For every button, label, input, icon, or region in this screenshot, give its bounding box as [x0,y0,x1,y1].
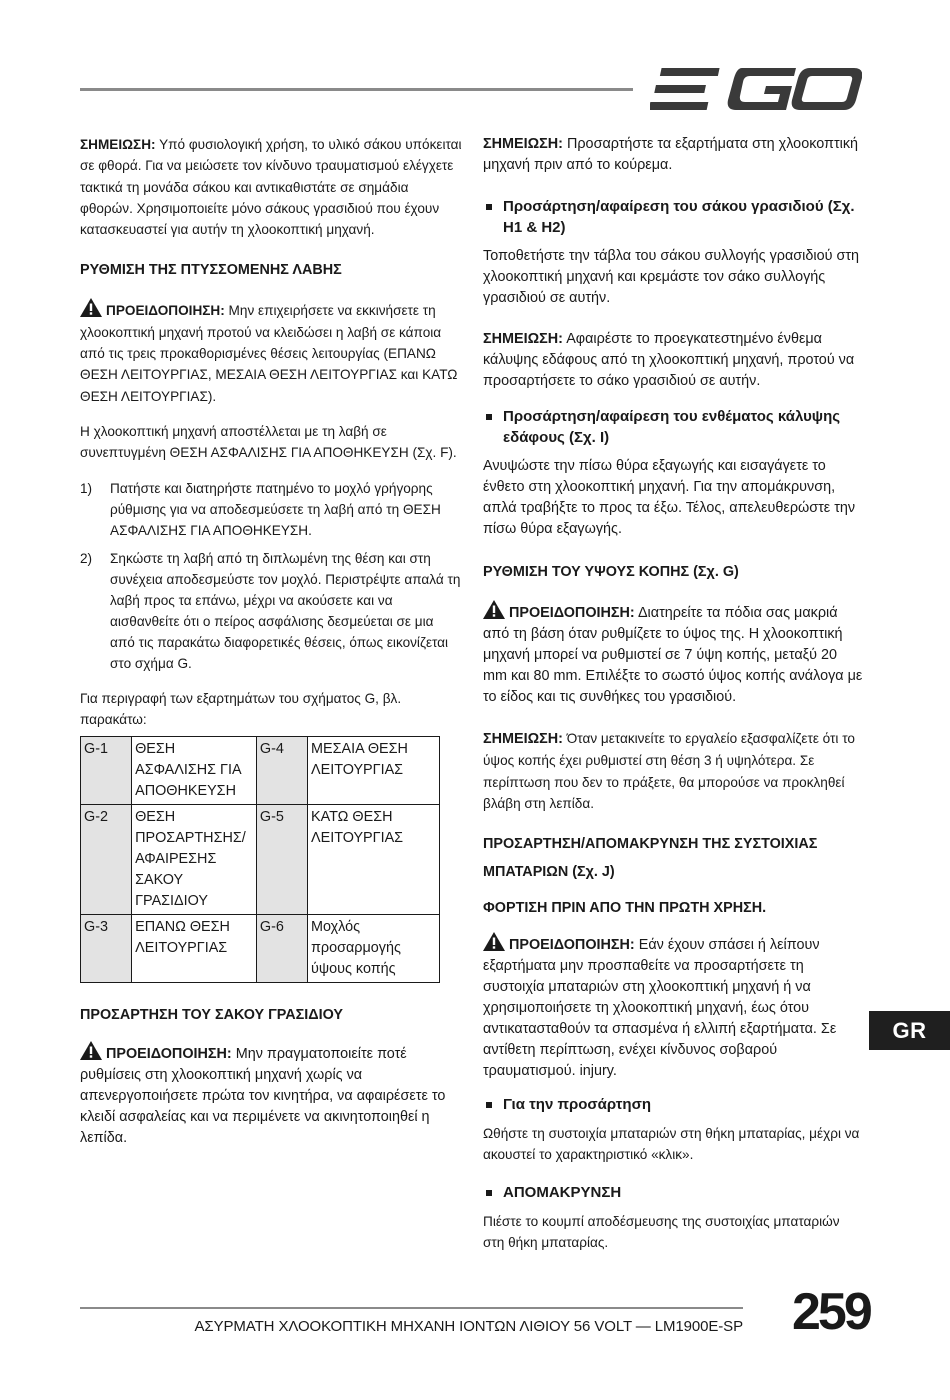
table-row [81,737,440,805]
right-column [483,134,863,1267]
remove-text: Πιέστε το κουμπί αποδέσμευσης της συστοιχίας μπαταριών στη θήκη μπαταρίας. [483,1213,840,1251]
note-label: ΣΗΜΕΙΩΣΗ: [483,136,563,152]
language-tab: GR [869,1011,950,1050]
heading-battery-pack: ΠΡΟΣΑΡΤΗΣΗ/ΑΠΟΜΑΚΡΥΝΣΗ ΤΗΣ ΣΥΣΤΟΙΧΙΑΣ ΜΠΑΤΑΡΙΩΝ (Σχ. J) [483,836,818,881]
bullet-square-icon [486,1102,492,1108]
note-label: ΣΗΜΕΙΩΣΗ: [80,137,156,152]
note-text: Αφαιρέστε το προεγκατεστημένο ένθεμα κάλυψης εδάφους από τη χλοοκοπτική μηχανή, προτού να προσαρτήσετε το σάκο γρασιδιού σε αυτήν. [483,331,855,389]
bullet-square-icon [486,1190,492,1196]
warning-triangle-icon [483,932,505,951]
subheading-mulch-insert [483,406,863,448]
step-text: Πατήστε και διατηρήστε πατημένο το μοχλό γρήγορης ρύθμισης για να αποδεσμεύσετε τη λαβή από τη ΘΕΣΗ ΑΣΦΑΛΙΣΗΣ ΓΙΑ ΑΠΟΘΗΚΕΥΣΗ. [110,480,441,538]
warning-triangle-icon [80,1041,102,1060]
part-description: ΜΕΣΑΙΑ ΘΕΣΗ ΛΕΙΤΟΥΡΓΙΑΣ [307,737,439,805]
warning-adjustments [80,1041,462,1149]
table-row [81,915,440,983]
note-attach-before-mowing [483,134,863,176]
warning-triangle-icon [80,298,102,317]
warning-label: ΠΡΟΕΙΔΟΠΟΙΗΣΗ: [106,303,225,319]
heading-charge-first: ΦΟΡΤΙΣΗ ΠΡΙΝ ΑΠΟ ΤΗΝ ΠΡΩΤΗ ΧΡΗΣΗ. [483,900,767,917]
warning-text: Μην επιχειρήσετε να εκκινήσετε τη χλοοκοπτική μηχανή προτού να κλειδώσει η λαβή σε κάποια από τις τρεις προκαθορισμένες θέσεις λειτουργίας (ΕΠΑΝΩ ΘΕΣΗ ΛΕΙΤΟΥΡΓΙΑΣ, ΜΕΣΑΙΑ ΘΕΣΗ ΛΕΙΤΟΥΡΓΙΑΣ και ΚΑΤΩ ΘΕΣΗ ΛΕΙΤΟΥΡΓΙΑΣ). [80,303,458,404]
attach-text: Ωθήστε τη συστοιχία μπαταριών στη θήκη μπαταρίας, μέχρι να ακουστεί το χαρακτηριστικό «κλικ». [483,1126,860,1163]
warning-text: Διατηρείτε τα πόδια σας μακριά από τη βάση όταν ρυθμίζετε το ύψος της. Η χλοοκοπτική μηχανή μπορεί να ρυθμιστεί σε 7 ύψη κοπής, μεταξύ 20 mm και 80 mm. Επιλέξτε το σωστό ύψος κοπής ανάλογα με το είδος και τις συνθήκες του γρασιδιού. [483,605,863,705]
left-column [80,134,462,1163]
part-description: ΚΑΤΩ ΘΕΣΗ ΛΕΙΤΟΥΡΓΙΑΣ [307,805,439,915]
part-code: G-6 [256,915,307,983]
step-text: Σηκώστε τη λαβή από τη διπλωμένη της θέση και στη συνέχεια αποδεσμεύστε τον μοχλό. Περιστρέψτε απαλά τη λαβή προς τα επάνω, μέχρι να ακούσετε και να αισθανθείτε ότι ο πείρος ασφάλισης δεσμεύεται σε μια από τις παρακάτω διαφορετικές θέσεις, όπως εικονίζεται στο σχήμα G. [110,550,461,671]
warning-handle [80,298,462,406]
warning-text: Εάν έχουν σπάσει ή λείπουν εξαρτήματα μην προσπαθείτε να προσαρτήσετε τη συστοιχία μπαταριών στη χλοοκοπτική μηχανή ή να χρησιμοποιήσετε τη χλοοκοπτική μηχανή, έως ότου αντικατασταθούν τα σπασμένα ή ελλιπή εξαρτήματα. Σε αντίθετη περίπτωση, ενέχει κίνδυνος σοβαρού τραυματισμού. injury. [483,937,837,1080]
step-number: 2) [80,550,93,566]
shipping-position-text: Η χλοοκοπτική μηχανή αποστέλλεται με τη λαβή σε συνεπτυγμένη ΘΕΣΗ ΑΣΦΑΛΙΣΗΣ ΓΙΑ ΑΠΟΘΗΚΕΥΣΗ (Σχ. F). [80,423,457,461]
subheading-grass-bag [483,196,863,238]
warning-cutting-height [483,600,863,708]
warning-broken-parts [483,932,863,1082]
subheading-text: ΑΠΟΜΑΚΡΥΝΣΗ [503,1183,622,1201]
parts-intro-text: Για περιγραφή των εξαρτημάτων του σχήματος G, βλ. παρακάτω: [80,690,402,727]
parts-table [80,736,440,983]
warning-label: ΠΡΟΕΙΔΟΠΟΙΗΣΗ: [106,1046,232,1063]
subheading-attach [483,1094,863,1115]
subheading-text: Προσάρτηση/αφαίρεση του ενθέματος κάλυψης εδάφους (Σχ. I) [503,408,841,446]
subheading-text: Προσάρτηση/αφαίρεση του σάκου γρασιδιού (Σχ. H1 & H2) [503,198,855,236]
warning-label: ΠΡΟΕΙΔΟΠΟΙΗΣΗ: [509,937,635,954]
step-item [80,478,462,541]
part-description: Μοχλός προσαρμογής ύψους κοπής [307,915,439,983]
step-item [80,548,462,674]
heading-grass-bag: ΠΡΟΣΑΡΤΗΣΗ ΤΟΥ ΣΑΚΟΥ ΓΡΑΣΙΔΙΟΥ [80,1007,344,1024]
part-code: G-1 [81,737,132,805]
part-code: G-5 [256,805,307,915]
bullet-square-icon [486,204,492,210]
bullet-square-icon [486,414,492,420]
page-number: 259 [792,1283,870,1341]
header-rule [80,88,633,91]
part-description: ΘΕΣΗ ΠΡΟΣΑΡΤΗΣΗΣ/ ΑΦΑΙΡΕΣΗΣ ΣΑΚΟΥ ΓΡΑΣΙΔΙΟΥ [132,805,257,915]
part-code: G-3 [81,915,132,983]
grass-bag-text: Τοποθετήστε την τάβλα του σάκου συλλογής γρασιδιού στη χλοοκοπτική μηχανή και κρεμάστε τον σάκο συλλογής γρασιδιού σε αυτήν. [483,248,860,306]
footer-rule [80,1307,743,1309]
note-label: ΣΗΜΕΙΩΣΗ: [483,731,563,747]
heading-handle-adjust: ΡΥΘΜΙΣΗ ΤΗΣ ΠΤΥΣΣΟΜΕΝΗΣ ΛΑΒΗΣ [80,262,342,279]
heading-cutting-height: ΡΥΘΜΙΣΗ ΤΟΥ ΥΨΟΥΣ ΚΟΠΗΣ (Σχ. G) [483,564,739,580]
warning-triangle-icon [483,600,505,619]
warning-label: ΠΡΟΕΙΔΟΠΟΙΗΣΗ: [509,605,635,621]
part-description: ΘΕΣΗ ΑΣΦΑΛΙΣΗΣ ΓΙΑ ΑΠΟΘΗΚΕΥΣΗ [132,737,257,805]
table-row [81,805,440,915]
note-label: ΣΗΜΕΙΩΣΗ: [483,331,563,347]
footer-title: ΑΣΥΡΜΑΤΗ ΧΛΟΟΚΟΠΤΙΚΗ ΜΗΧΑΝΗ ΙΟΝΤΩΝ ΛΙΘΙΟΥ 56 VOLT — LM1900E-SP [194,1318,743,1335]
ego-logo [650,66,862,112]
warning-text: Μην πραγματοποιείτε ποτέ ρυθμίσεις στη χλοοκοπτική μηχανή χωρίς να απενεργοποιήσετε πρώτα τον κινητήρα, να αφαιρέσετε το κλειδί ασφαλείας και να περιμένετε να ακινητοποιηθεί η λεπίδα. [80,1046,446,1147]
part-code: G-4 [256,737,307,805]
part-code: G-2 [81,805,132,915]
subheading-remove [483,1182,863,1203]
subheading-text: Για την προσάρτηση [503,1096,652,1114]
note-text: Όταν μετακινείτε το εργαλείο εξασφαλίζετε ότι το ύψος κοπής έχει ρυθμιστεί στη θέση 3 ή υψηλότερα. Σε περίπτωση που δεν το πράξετε, θα μπορούσε να προκληθεί βλάβη στη λεπίδα. [483,731,855,811]
note-bag-wear [80,134,462,240]
part-description: ΕΠΑΝΩ ΘΕΣΗ ΛΕΙΤΟΥΡΓΙΑΣ [132,915,257,983]
note-text: Προσαρτήστε τα εξαρτήματα στη χλοοκοπτική μηχανή πριν από το κούρεμα. [483,136,859,173]
step-number: 1) [80,480,93,496]
note-transport-height [483,728,863,814]
mulch-insert-text: Ανυψώστε την πίσω θύρα εξαγωγής και εισαγάγετε το ένθετο στη χλοοκοπτική μηχανή. Για την απομάκρυνση, απλά τραβήξτε το προς τα έξω. Τέλος, απελευθερώστε την πίσω θύρα εξαγωγής. [483,458,856,537]
handle-steps-list [80,478,462,674]
note-text: Υπό φυσιολογική χρήση, το υλικό σάκου υπόκειται σε φθορά. Για να μειώσετε τον κίνδυνο τραυματισμού ελέγχετε τακτικά τη μονάδα σάκου και αντικαθιστάτε σε σημάδια φθορών. Χρησιμοποιείτε μόνο σάκους γρασιδιού που έχουν κατασκευαστεί για αυτήν τη χλοοκοπτική μηχανή. [80,137,462,238]
note-remove-insert [483,329,863,392]
